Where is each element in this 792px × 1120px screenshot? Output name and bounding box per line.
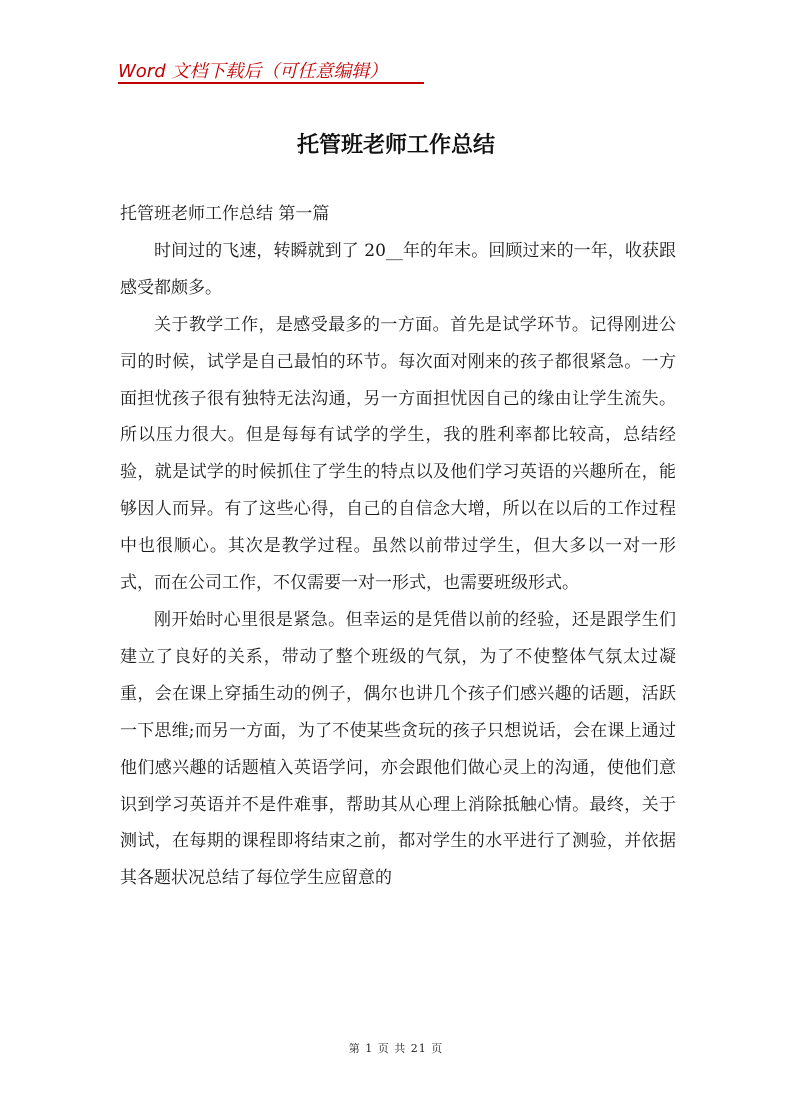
document-title: 托管班老师工作总结 xyxy=(296,133,495,158)
document-body xyxy=(120,196,676,897)
page-number: 第 1 页 共 21 页 xyxy=(348,1042,444,1055)
paragraph: 刚开始时心里很是紧急。但幸运的是凭借以前的经验，还是跟学生们建立了良好的关系，带动了整个班级的气氛，为了不使整体气氛太过凝重，会在课上穿插生动的例子，偶尔也讲几个孩子们感兴趣的话题，活跃一下思维;而另一方面，为了不使某些贪玩的孩子只想说话，会在课上通过他们感兴趣的话题植入英语学问，亦会跟他们做心灵上的沟通，使他们意识到学习英语并不是件难事，帮助其从心理上消除抵触心情。最终，关于测试，在每期的课程即将结束之前，都对学生的水平进行了测验，并依据其各题状况总结了每位学生应留意的 xyxy=(120,609,676,889)
section-heading: 托管班老师工作总结 第一篇 xyxy=(120,204,330,224)
paragraph: 时间过的飞速，转瞬就到了 20__年的年末。回顾过来的一年，收获跟感受都颇多。 xyxy=(120,240,676,298)
paragraph: 关于教学工作，是感受最多的一方面。首先是试学环节。记得刚进公司的时候，试学是自己最怕的环节。每次面对刚来的孩子都很紧急。一方面担忧孩子很有独特无法沟通，另一方面担忧因自己的缘由让学生流失。所以压力很大。但是每每有试学的学生，我的胜利率都比较高，总结经验，就是试学的时候抓住了学生的特点以及他们学习英语的兴趣所在，能够因人而异。有了这些心得，自己的自信念大增，所以在以后的工作过程中也很顺心。其次是教学过程。虽然以前带过学生，但大多以一对一形式，而在公司工作，不仅需要一对一形式，也需要班级形式。 xyxy=(120,314,676,594)
download-banner xyxy=(118,54,424,84)
banner-text: Word 文档下载后（可任意编辑） xyxy=(118,61,388,82)
